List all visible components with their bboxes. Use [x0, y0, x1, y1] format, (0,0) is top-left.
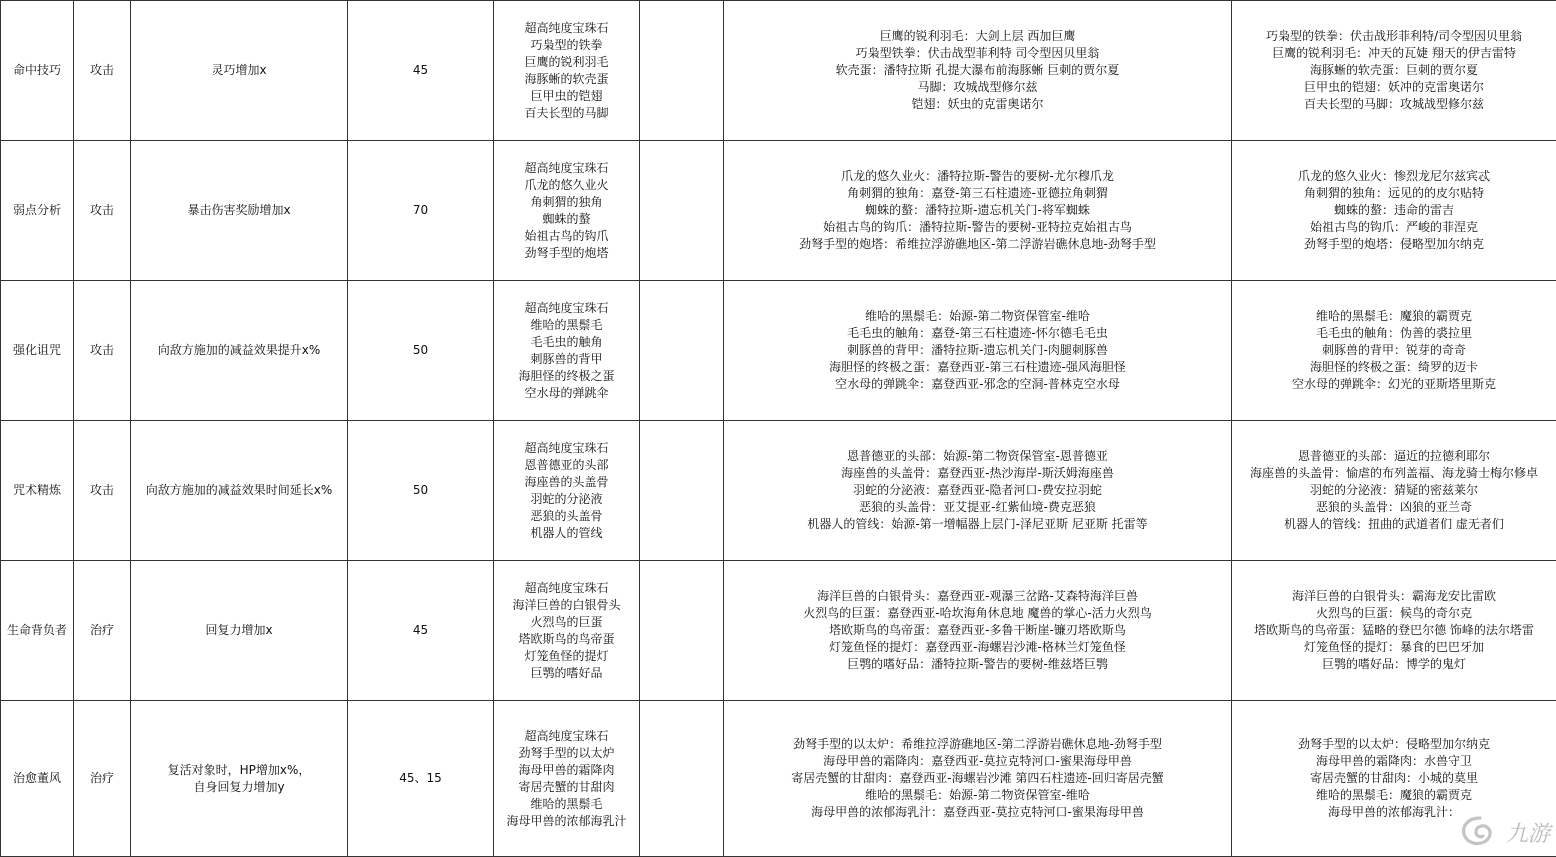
cell-line: 空水母的弹跳伞: [496, 385, 637, 402]
skill-value-cell: 45: [348, 561, 494, 701]
skill-effect-cell: [131, 281, 348, 421]
materials-cell: [494, 1, 640, 141]
cell-line: 火烈鸟的巨蛋：候鸟的奇尔克: [1234, 605, 1554, 622]
cell-line: 始祖古鸟的钩爪: [496, 228, 637, 245]
cell-line: 劲弩手型的炮塔: [496, 245, 637, 262]
bosses-cell: [1232, 281, 1556, 421]
cell-line: 巨鹗的嗜好品：潘特拉斯-警告的要树-维兹塔巨鹗: [726, 656, 1229, 673]
skill-name-cell: 弱点分析: [1, 141, 74, 281]
cell-line: 塔欧斯鸟的鸟帝蛋：嘉登西亚-多鲁干断崖-镰刃塔欧斯鸟: [726, 622, 1229, 639]
cell-line: 恶狼的头盖骨：亚艾提亚-红紫仙境-费克恶狼: [726, 499, 1229, 516]
cell-line: 蜘蛛的螯：潘特拉斯-遗忘机关门-将军蜘蛛: [726, 202, 1229, 219]
skill-type-cell: 攻击: [74, 1, 131, 141]
cell-line: 超高纯度宝珠石: [496, 440, 637, 457]
materials-cell: [494, 561, 640, 701]
skill-effect-cell: [131, 1, 348, 141]
cell-line: 海母甲兽的霜降肉：嘉登西亚-莫拉克特河口-蜜果海母甲兽: [726, 753, 1229, 770]
cell-line: 百夫长型的马脚：攻城战型修尔兹: [1234, 96, 1554, 113]
cell-line: 劲弩手型的炮塔：希维拉浮游礁地区-第二浮游岩礁休息地-劲弩手型: [726, 236, 1229, 253]
empty-cell: [640, 141, 724, 281]
cell-line: 毛毛虫的触角：嘉登-第三石柱遗迹-怀尔德毛毛虫: [726, 325, 1229, 342]
cell-line: 海洋巨兽的白银骨头: [496, 597, 637, 614]
cell-line: 超高纯度宝珠石: [496, 728, 637, 745]
cell-line: 海胆怪的终极之蛋: [496, 368, 637, 385]
cell-line: 海母甲兽的霜降肉：水兽守卫: [1234, 753, 1554, 770]
cell-line: 维哈的黑鬃毛：魔狼的霸贾克: [1234, 787, 1554, 804]
table-row: [1, 1, 1556, 141]
cell-line: 超高纯度宝珠石: [496, 20, 637, 37]
cell-line: 超高纯度宝珠石: [496, 160, 637, 177]
cell-line: 维哈的黑鬃毛：始源-第二物资保管室-维哈: [726, 787, 1229, 804]
cell-line: 塔欧斯鸟的鸟帝蛋：猛略的登巴尔德 饰峰的法尔塔雷: [1234, 622, 1554, 639]
cell-line: 巨鹰的锐利羽毛：冲天的瓦婕 翔天的伊吉雷特: [1234, 45, 1554, 62]
cell-line: 角刺猬的独角: [496, 194, 637, 211]
skill-name-cell: 强化诅咒: [1, 281, 74, 421]
cell-line: 自身回复力增加y: [133, 779, 345, 796]
watermark-text: 九游: [1506, 817, 1550, 848]
locations-cell: [724, 1, 1232, 141]
cell-line: 海母甲兽的浓郁海乳汁：嘉登西亚-莫拉克特河口-蜜果海母甲兽: [726, 804, 1229, 821]
skill-value-cell: 45: [348, 1, 494, 141]
cell-line: 灵巧增加x: [133, 62, 345, 79]
cell-line: 巨鹰的锐利羽毛: [496, 54, 637, 71]
cell-line: 始祖古鸟的钩爪：潘特拉斯-警告的要树-亚特拉克始祖古鸟: [726, 219, 1229, 236]
cell-line: 海座兽的头盖骨：嘉登西亚-热沙海岸-斯沃姆海座兽: [726, 465, 1229, 482]
cell-line: 暴击伤害奖励增加x: [133, 202, 345, 219]
skill-name-cell: 咒术精炼: [1, 421, 74, 561]
cell-line: 向敌方施加的减益效果时间延长x%: [133, 482, 345, 499]
cell-line: 爪龙的悠久业火：潘特拉斯-警告的要树-尤尔穆爪龙: [726, 168, 1229, 185]
cell-line: 海座兽的头盖骨: [496, 474, 637, 491]
cell-line: 海胆怪的终极之蛋：绮罗的迈卡: [1234, 359, 1554, 376]
bosses-cell: [1232, 561, 1556, 701]
cell-line: 海洋巨兽的白银骨头：嘉登西亚-观瀑三岔路-艾森特海洋巨兽: [726, 588, 1229, 605]
skill-effect-cell: [131, 141, 348, 281]
cell-line: 海豚蜥的软壳蛋: [496, 71, 637, 88]
cell-line: 海母甲兽的霜降肉: [496, 762, 637, 779]
bosses-cell: [1232, 701, 1556, 857]
cell-line: 巨甲虫的铠翅: [496, 88, 637, 105]
skill-value-cell: 50: [348, 281, 494, 421]
skill-type-cell: 治疗: [74, 701, 131, 857]
cell-line: 羽蛇的分泌液: [496, 491, 637, 508]
cell-line: 恶狼的头盖骨: [496, 508, 637, 525]
cell-line: 劲弩手型的以太炉：侵略型加尔纳克: [1234, 736, 1554, 753]
skill-name-cell: 治愈董风: [1, 701, 74, 857]
cell-line: 机器人的管线：扭曲的武道者们 虚无者们: [1234, 516, 1554, 533]
cell-line: 毛毛虫的触角: [496, 334, 637, 351]
cell-line: 巧枭型铁拳：伏击战型菲利特 司令型因贝里翁: [726, 45, 1229, 62]
cell-line: 超高纯度宝珠石: [496, 300, 637, 317]
cell-line: 软壳蛋：潘特拉斯 孔提大瀑布前海豚蜥 巨刺的贾尔夏: [726, 62, 1229, 79]
cell-line: 百夫长型的马脚: [496, 105, 637, 122]
cell-line: 回复力增加x: [133, 622, 345, 639]
cell-line: 火烈鸟的巨蛋：嘉登西亚-哈坎海角休息地 魔兽的掌心-活力火烈鸟: [726, 605, 1229, 622]
cell-line: 恩普德亚的头部：逼近的拉德利耶尔: [1234, 448, 1554, 465]
skill-value-cell: 50: [348, 421, 494, 561]
cell-line: 向敌方施加的减益效果提升x%: [133, 342, 345, 359]
cell-line: 机器人的管线：始源-第一增幅器上层门-泽尼亚斯 尼亚斯 托雷等: [726, 516, 1229, 533]
cell-line: 空水母的弹跳伞：幻光的亚斯塔里斯克: [1234, 376, 1554, 393]
cell-line: 羽蛇的分泌液：猜疑的密兹莱尔: [1234, 482, 1554, 499]
locations-cell: [724, 141, 1232, 281]
cell-line: 角刺猬的独角：远见的的皮尔贴特: [1234, 185, 1554, 202]
skill-type-cell: 攻击: [74, 421, 131, 561]
cell-line: 灯笼鱼怪的提灯：暴食的巴巴牙加: [1234, 639, 1554, 656]
bosses-cell: [1232, 421, 1556, 561]
cell-line: 刺豚兽的背甲: [496, 351, 637, 368]
cell-line: 巨鹰的锐利羽毛：大剑上层 西加巨鹰: [726, 28, 1229, 45]
cell-line: 灯笼鱼怪的提灯: [496, 648, 637, 665]
cell-line: 海座兽的头盖骨：愉虐的布列盖福、海龙骑士梅尔修卓: [1234, 465, 1554, 482]
cell-line: 寄居壳蟹的甘甜肉: [496, 779, 637, 796]
cell-line: 塔欧斯鸟的鸟帝蛋: [496, 631, 637, 648]
cell-line: 爪龙的悠久业火: [496, 177, 637, 194]
cell-line: 劲弩手型的以太炉：希维拉浮游礁地区-第二浮游岩礁休息地-劲弩手型: [726, 736, 1229, 753]
cell-line: 灯笼鱼怪的提灯：嘉登西亚-海螺岩沙滩-格林兰灯笼鱼怪: [726, 639, 1229, 656]
bosses-cell: [1232, 1, 1556, 141]
cell-line: 刺豚兽的背甲：潘特拉斯-遗忘机关门-肉腿刺豚兽: [726, 342, 1229, 359]
cell-line: 寄居壳蟹的甘甜肉：嘉登西亚-海螺岩沙滩 第四石柱遗迹-回归寄居壳蟹: [726, 770, 1229, 787]
cell-line: 恶狼的头盖骨：凶狼的亚兰奇: [1234, 499, 1554, 516]
table-row: [1, 561, 1556, 701]
locations-cell: [724, 421, 1232, 561]
skill-value-cell: 45、15: [348, 701, 494, 857]
cell-line: 海母甲兽的浓郁海乳汁：: [1234, 804, 1554, 821]
cell-line: 复活对象时，HP增加x%，: [133, 762, 345, 779]
materials-cell: [494, 141, 640, 281]
cell-line: 巧枭型的铁拳: [496, 37, 637, 54]
cell-line: 维哈的黑鬃毛: [496, 317, 637, 334]
cell-line: 蜘蛛的螯: [496, 211, 637, 228]
cell-line: 维哈的黑鬃毛：魔狼的霸贾克: [1234, 308, 1554, 325]
cell-line: 火烈鸟的巨蛋: [496, 614, 637, 631]
locations-cell: [724, 561, 1232, 701]
cell-line: 蜘蛛的螯：违命的雷吉: [1234, 202, 1554, 219]
empty-cell: [640, 701, 724, 857]
skill-effect-cell: [131, 421, 348, 561]
cell-line: 刺豚兽的背甲：锐芽的奇奇: [1234, 342, 1554, 359]
empty-cell: [640, 421, 724, 561]
skill-effect-cell: [131, 561, 348, 701]
cell-line: 维哈的黑鬃毛：始源-第二物资保管室-维哈: [726, 308, 1229, 325]
skill-name-cell: 命中技巧: [1, 1, 74, 141]
cell-line: 机器人的管线: [496, 525, 637, 542]
empty-cell: [640, 281, 724, 421]
skill-name-cell: 生命背负者: [1, 561, 74, 701]
skill-type-cell: 攻击: [74, 281, 131, 421]
cell-line: 羽蛇的分泌液：嘉登西亚-隐者河口-费安拉羽蛇: [726, 482, 1229, 499]
skill-value-cell: 70: [348, 141, 494, 281]
cell-line: 始祖古鸟的钩爪：严峻的菲涅克: [1234, 219, 1554, 236]
cell-line: 恩普德亚的头部: [496, 457, 637, 474]
table-body: [1, 1, 1556, 857]
materials-cell: [494, 701, 640, 857]
cell-line: 空水母的弹跳伞：嘉登西亚-邪念的空洞-普林克空水母: [726, 376, 1229, 393]
cell-line: 铠翅：妖虫的克雷奥诺尔: [726, 96, 1229, 113]
materials-cell: [494, 421, 640, 561]
cell-line: 海洋巨兽的白银骨头：霸海龙安比雷欧: [1234, 588, 1554, 605]
skill-type-cell: 治疗: [74, 561, 131, 701]
cell-line: 劲弩手型的炮塔：侵略型加尔纳克: [1234, 236, 1554, 253]
cell-line: 劲弩手型的以太炉: [496, 745, 637, 762]
bosses-cell: [1232, 141, 1556, 281]
table-row: [1, 281, 1556, 421]
cell-line: 维哈的黑鬃毛: [496, 796, 637, 813]
cell-line: 马脚：攻城战型修尔兹: [726, 79, 1229, 96]
cell-line: 毛毛虫的触角：伪善的裘拉里: [1234, 325, 1554, 342]
empty-cell: [640, 561, 724, 701]
cell-line: 寄居壳蟹的甘甜肉：小城的莫里: [1234, 770, 1554, 787]
skill-effect-cell: [131, 701, 348, 857]
cell-line: 巨鹗的嗜好品: [496, 665, 637, 682]
materials-cell: [494, 281, 640, 421]
empty-cell: [640, 1, 724, 141]
table-row: [1, 141, 1556, 281]
cell-line: 恩普德亚的头部：始源-第二物资保管室-恩普德亚: [726, 448, 1229, 465]
table-row: [1, 701, 1556, 857]
cell-line: 海母甲兽的浓郁海乳汁: [496, 813, 637, 830]
table-row: [1, 421, 1556, 561]
cell-line: 超高纯度宝珠石: [496, 580, 637, 597]
cell-line: 角刺猬的独角：嘉登-第三石柱遗迹-亚德拉角刺猬: [726, 185, 1229, 202]
cell-line: 海胆怪的终极之蛋：嘉登西亚-第三石柱遗迹-强风海胆怪: [726, 359, 1229, 376]
locations-cell: [724, 281, 1232, 421]
cell-line: 爪龙的悠久业火：惨烈龙尼尔兹宾忒: [1234, 168, 1554, 185]
cell-line: 巨甲虫的铠翅：妖冲的克雷奥诺尔: [1234, 79, 1554, 96]
cell-line: 巨鹗的嗜好品：博学的鬼灯: [1234, 656, 1554, 673]
cell-line: 海豚蜥的软壳蛋：巨刺的贾尔夏: [1234, 62, 1554, 79]
skill-type-cell: 攻击: [74, 141, 131, 281]
locations-cell: [724, 701, 1232, 857]
cell-line: 巧枭型的铁拳：伏击战形菲利特/司令型因贝里翁: [1234, 28, 1554, 45]
